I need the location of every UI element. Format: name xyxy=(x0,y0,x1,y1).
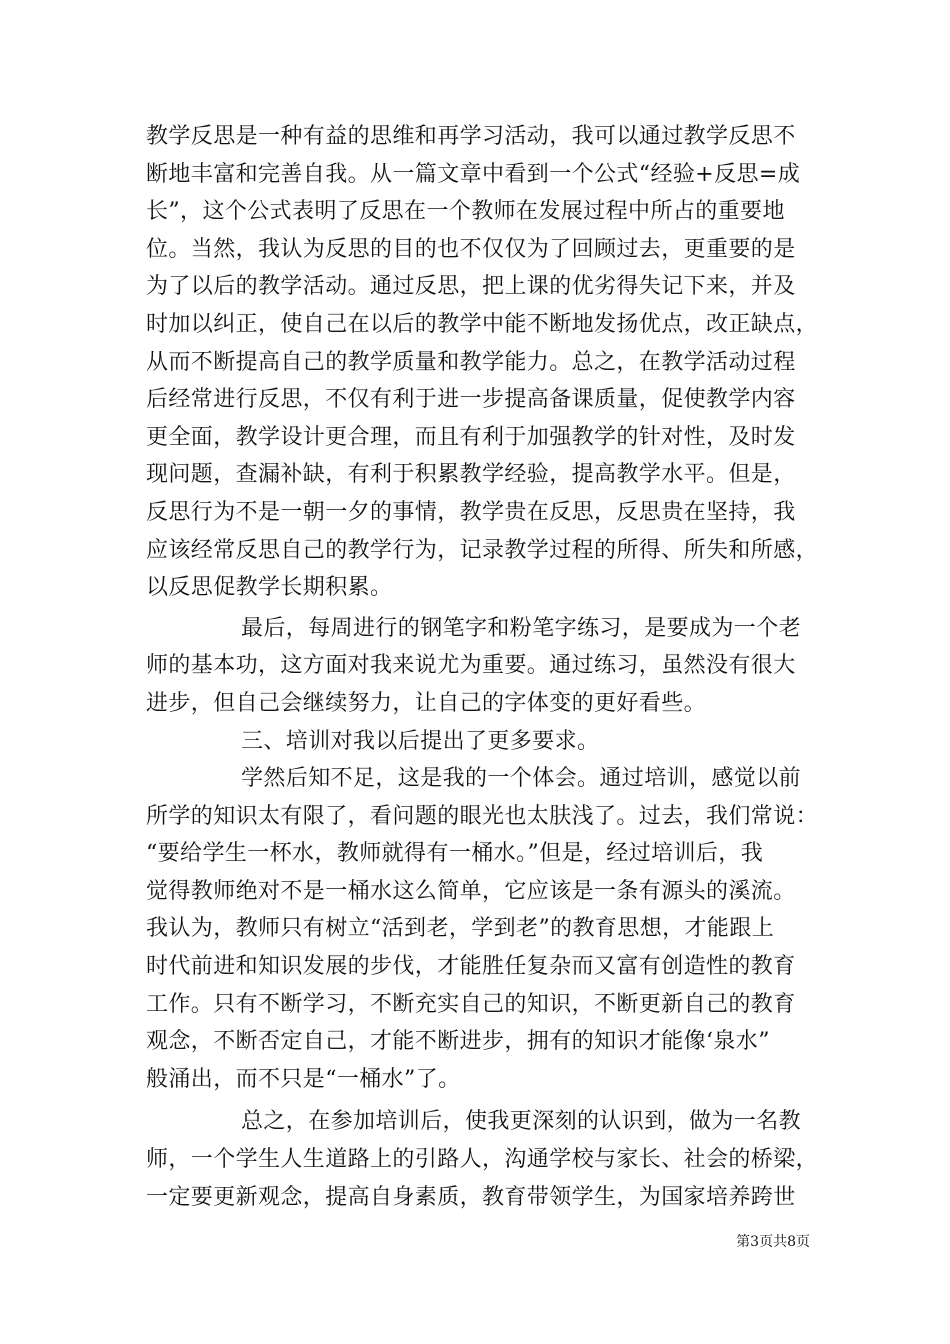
text-line: 更全面，教学设计更合理，而且有利于加强教学的针对性，及时发 xyxy=(146,424,796,450)
text-line: 观念，不断否定自己，才能不断进步，拥有的知识才能像‘泉水” xyxy=(146,1029,770,1055)
text-line: 位。当然，我认为反思的目的也不仅仅为了回顾过去，更重要的是 xyxy=(146,236,796,262)
text-line: 一定要更新观念，提高自身素质，教育带领学生，为国家培养跨世 xyxy=(146,1184,796,1210)
text-line: 长”，这个公式表明了反思在一个教师在发展过程中所占的重要地 xyxy=(146,199,785,225)
text-line: 反思行为不是一朝一夕的事情，教学贵在反思，反思贵在坚持，我 xyxy=(146,499,796,525)
paragraph-start-line: 最后，每周进行的钢笔字和粉笔字练习，是要成为一个老 xyxy=(241,615,802,641)
section-heading: 三、培训对我以后提出了更多要求。 xyxy=(241,728,600,754)
body-text xyxy=(146,118,819,1216)
text-line: 断地丰富和完善自我。从一篇文章中看到一个公式“经验+反思=成 xyxy=(146,161,801,187)
text-line: 师的基本功，这方面对我来说尤为重要。通过练习，虽然没有很大 xyxy=(146,653,796,679)
text-line: 进步，但自己会继续努力，让自己的字体变的更好看些。 xyxy=(146,690,707,716)
text-line: 时代前进和知识发展的步伐，才能胜任复杂而又富有创造性的教育 xyxy=(146,954,796,980)
paragraph-start-line: 学然后知不足，这是我的一个体会。通过培训，感觉以前 xyxy=(241,766,802,792)
text-line: 师，一个学生人生道路上的引路人，沟通学校与家长、社会的桥梁， xyxy=(146,1147,819,1173)
text-line: 后经常进行反思，不仅有利于进一步提高备课质量，促使教学内容 xyxy=(146,387,796,413)
text-line: 从而不断提高自己的教学质量和教学能力。总之，在教学活动过程 xyxy=(146,349,796,375)
text-line: 为了以后的教学活动。通过反思，把上课的优劣得失记下来，并及 xyxy=(146,274,796,300)
text-line: 以反思促教学长期积累。 xyxy=(146,575,393,601)
text-line: “要给学生一杯水，教师就得有一桶水。”但是，经过培训后，我 xyxy=(146,841,764,867)
text-line: 我认为，教师只有树立“活到老，学到老”的教育思想，才能跟上 xyxy=(146,916,775,942)
text-line: 现问题，查漏补缺，有利于积累教学经验，提高教学水平。但是， xyxy=(146,462,796,488)
text-line: 觉得教师绝对不是一桶水这么简单，它应该是一条有源头的溪流。 xyxy=(146,878,796,904)
text-line: 教学反思是一种有益的思维和再学习活动，我可以通过教学反思不 xyxy=(146,124,796,149)
text-line: 应该经常反思自己的教学行为，记录教学过程的所得、所失和所感， xyxy=(146,537,819,563)
text-line: 所学的知识太有限了，看问题的眼光也太肤浅了。过去，我们常说： xyxy=(146,803,819,829)
text-line: 时加以纠正，使自己在以后的教学中能不断地发扬优点，改正缺点， xyxy=(146,311,819,337)
page-number: 第3页共8页 xyxy=(736,1234,810,1250)
text-line: 工作。只有不断学习，不断充实自己的知识，不断更新自己的教育 xyxy=(146,991,796,1017)
paragraph-start-line: 总之，在参加培训后，使我更深刻的认识到，做为一名教 xyxy=(241,1109,802,1135)
text-line: 般涌出，而不只是“一桶水”了。 xyxy=(146,1066,461,1092)
